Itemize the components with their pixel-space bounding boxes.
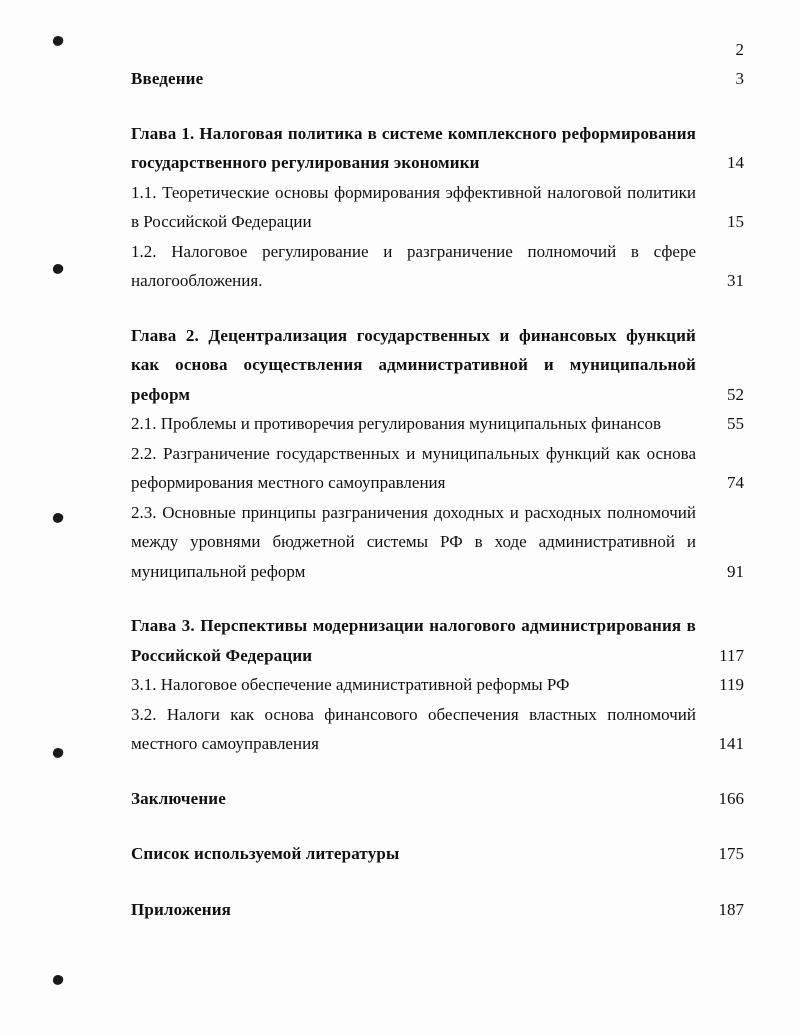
page-number: 2 [735,40,744,59]
toc-entry-page: 74 [727,473,744,492]
toc-entry-title: Введение [131,69,204,88]
binding-hole-mark [51,262,64,275]
toc-entry-title: 1.1. Теоретические основы формирования эффективной налоговой политики в Российской Федерации [131,182,696,231]
toc-entry-title: 2.3. Основные принципы разграничения доходных и расходных полномочий между уровнями бюджетной системы РФ в ходе административной и муниципальной реформ [131,502,696,581]
toc-entry-page: 55 [727,414,744,433]
toc-entry-appendices[interactable] [131,895,744,925]
toc-entry-page: 52 [727,384,744,404]
toc-entry-page: 31 [727,271,744,290]
toc-entry-section-2-2[interactable] [131,439,744,498]
toc-entry-section-3-2[interactable] [131,700,744,759]
toc-entry-title: 2.2. Разграничение государственных и муниципальных функций как основа реформирования местного самоуправления [131,443,696,492]
toc-entry-page: 175 [718,844,744,863]
toc-entry-title: Список используемой литературы [131,844,400,863]
toc-entry-section-2-3[interactable] [131,498,744,587]
toc-entry-section-3-1[interactable] [131,670,744,700]
toc-entry-page: 91 [727,561,744,581]
toc-entry-title: Глава 3. Перспективы модернизации налогового администрирования в Российской Федерации [131,616,696,665]
toc-entry-section-1-2[interactable] [131,237,744,296]
toc-entry-page: 119 [719,675,744,694]
toc-entry-references[interactable] [131,839,744,869]
toc-entry-title: 3.2. Налоги как основа финансового обеспечения властных полномочий местного самоуправления [131,704,696,753]
toc-entry-chapter-1[interactable] [131,119,744,178]
toc-entry-page: 166 [718,788,744,808]
toc-entry-page: 117 [719,645,744,665]
table-of-contents [131,64,744,924]
toc-entry-conclusion[interactable] [131,784,744,814]
toc-entry-title: 3.1. Налоговое обеспечение административной реформы РФ [131,675,570,694]
toc-entry-section-2-1[interactable] [131,409,744,439]
toc-entry-intro[interactable] [131,64,744,94]
toc-entry-page: 141 [718,734,744,753]
toc-entry-page: 15 [727,212,744,231]
toc-entry-section-1-1[interactable] [131,178,744,237]
toc-entry-page: 14 [727,153,744,172]
toc-entry-title: Глава 2. Децентрализация государственных и финансовых функций как основа осуществления административной и муниципальной реформ [131,325,696,404]
toc-entry-page: 187 [718,899,744,919]
binding-hole-mark [51,973,64,986]
binding-hole-mark [51,746,64,759]
toc-entry-title: 2.1. Проблемы и противоречия регулирования муниципальных финансов [131,414,662,433]
toc-entry-chapter-3[interactable] [131,611,744,670]
toc-entry-title: Приложения [131,899,232,919]
toc-entry-title: Глава 1. Налоговая политика в системе комплексного реформирования государственного регулирования экономики [131,123,696,172]
binding-hole-mark [51,511,64,524]
toc-entry-chapter-2[interactable] [131,321,744,410]
toc-entry-title: 1.2. Налоговое регулирование и разграничение полномочий в сфере налогообложения. [131,241,696,290]
toc-entry-title: Заключение [131,788,226,808]
toc-entry-page: 3 [735,69,744,88]
binding-hole-mark [51,34,64,47]
